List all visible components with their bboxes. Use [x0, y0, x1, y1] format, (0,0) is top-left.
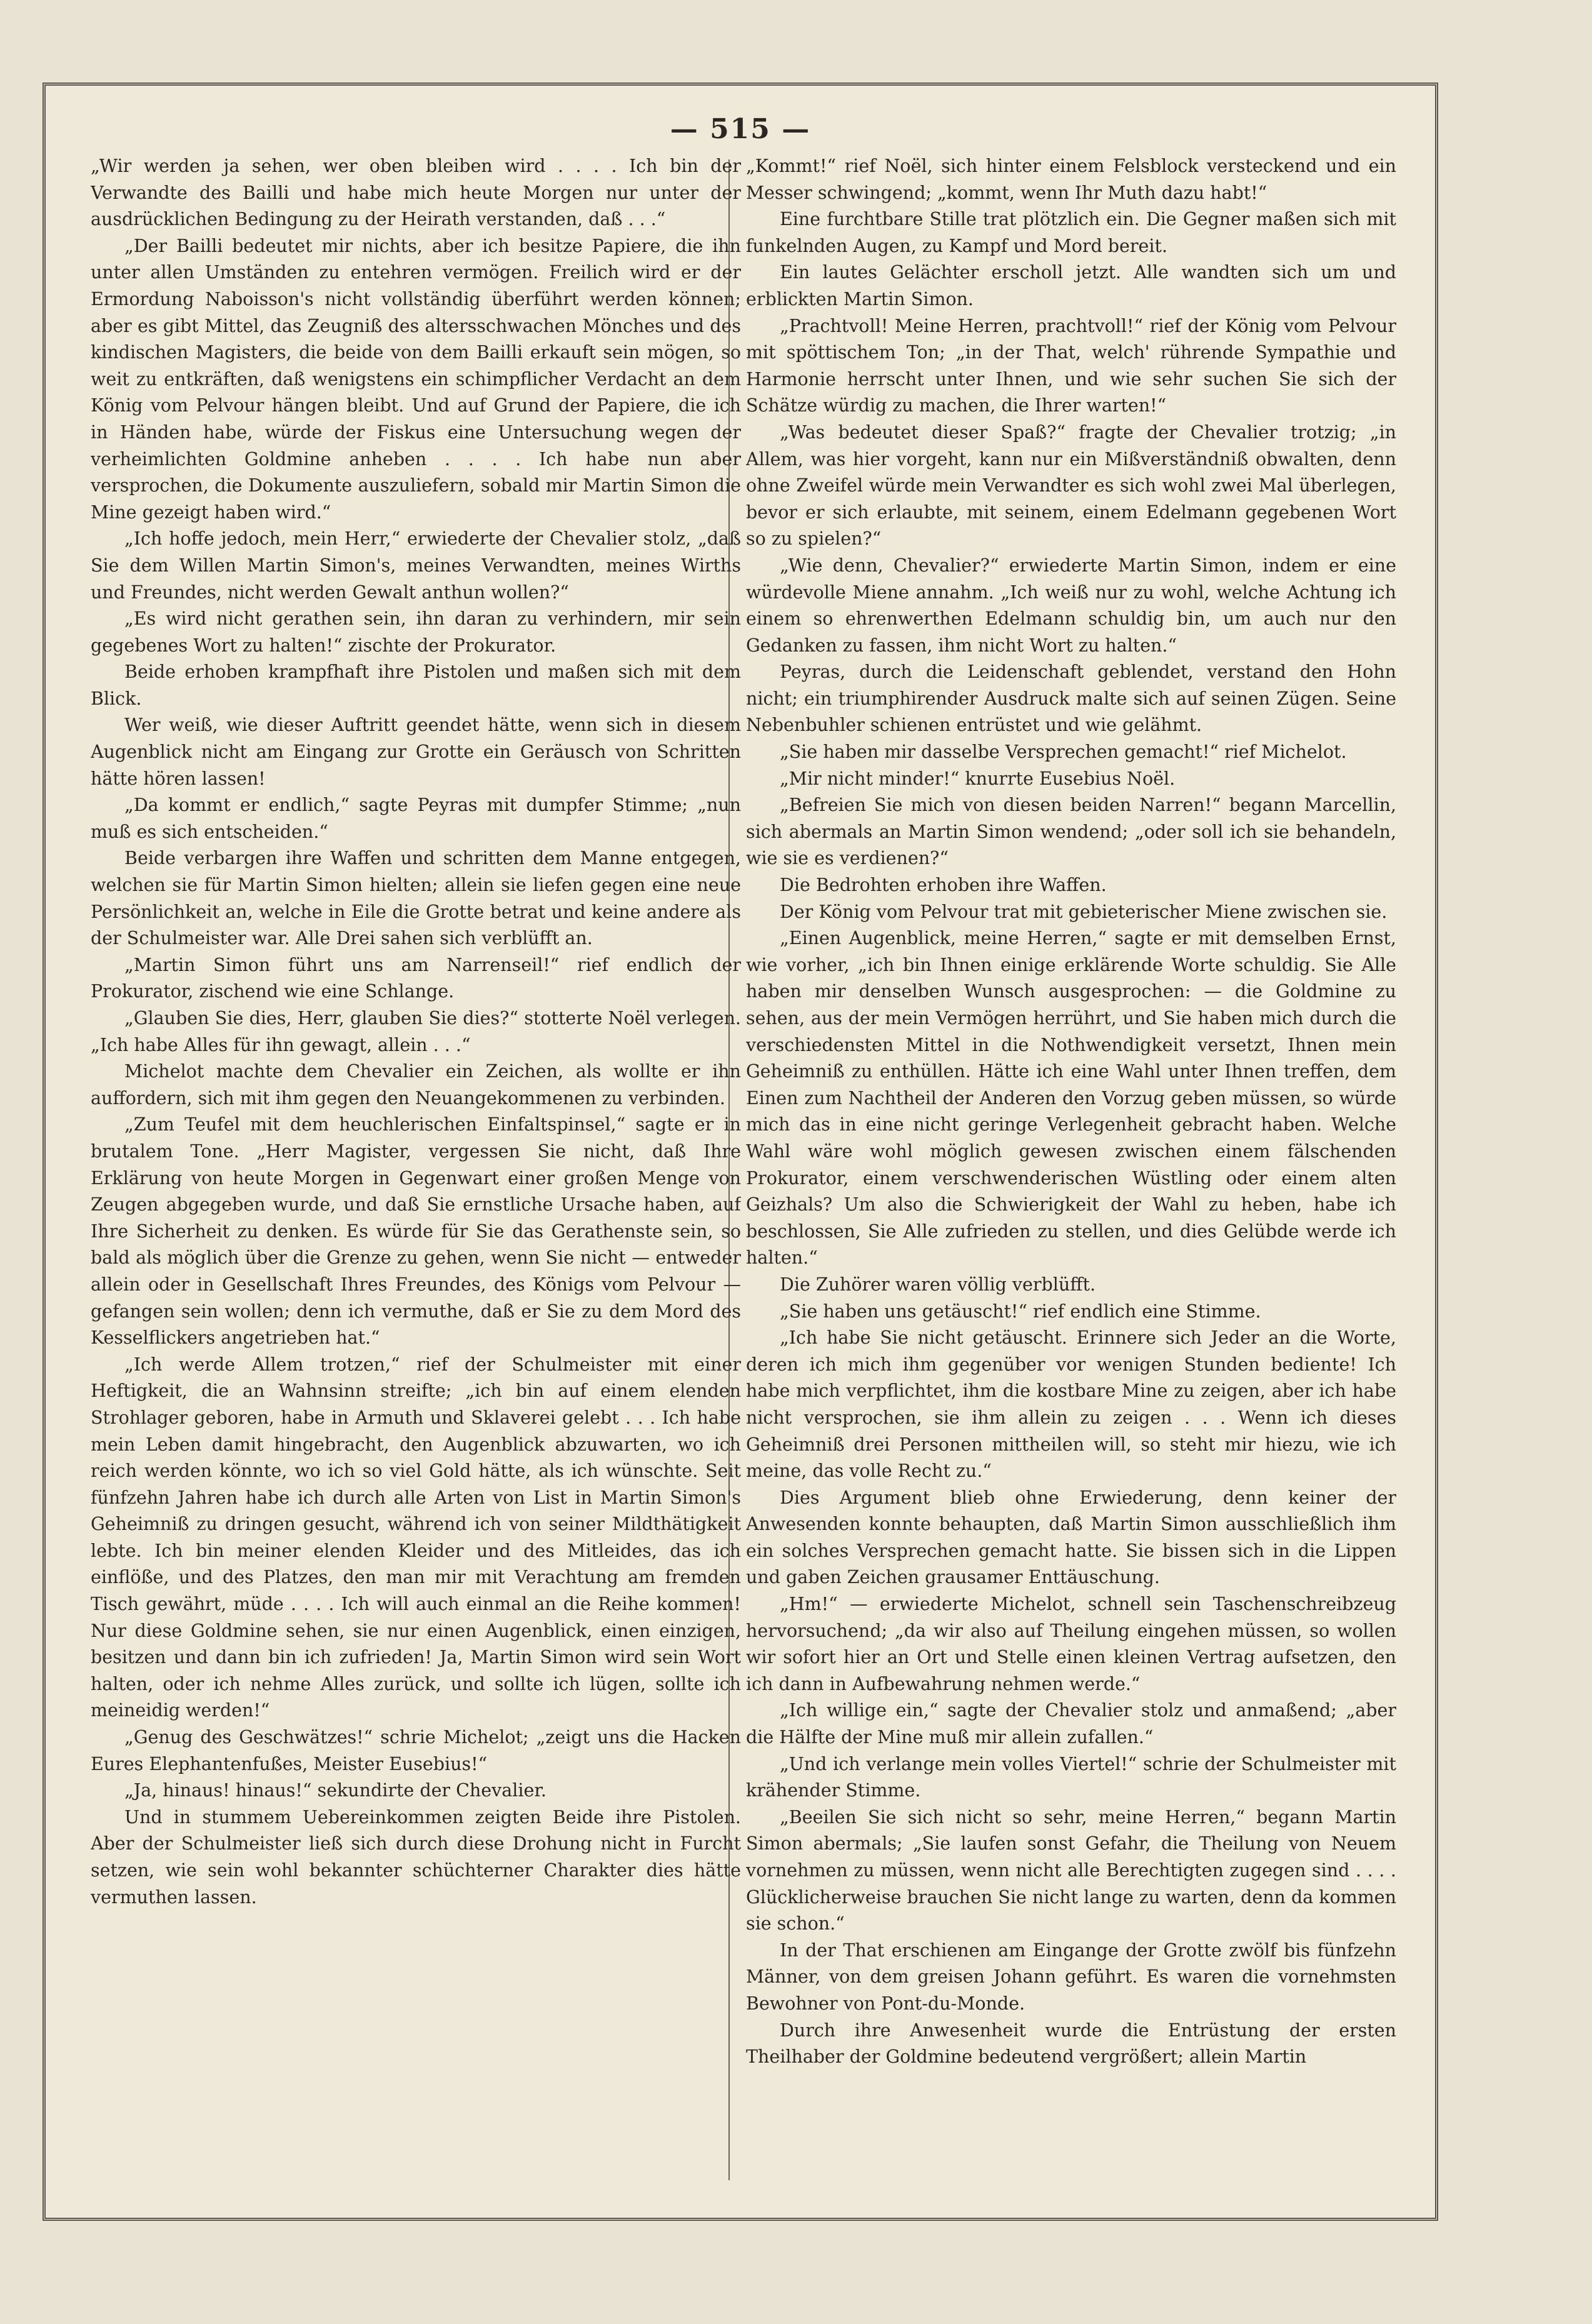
paragraph: „Wie denn, Chevalier?“ erwiederte Martin Simon, indem er eine würdevolle Miene annahm. „Ich weiß nur zu wohl, welche Achtung ich einem so ehrenwerthen Edelmann schuldig bin, um auch nur den Gedanken zu fassen, ihm nicht Wort zu halten.“ — [746, 555, 1396, 656]
paragraph: „Da kommt er endlich,“ sagte Peyras mit dumpfer Stimme; „nun muß es sich entscheiden.“ — [91, 795, 741, 842]
paragraph: „Glauben Sie dies, Herr, glauben Sie dies?“ stotterte Noël verlegen. „Ich habe Alles für ihn gewagt, allein . . .“ — [91, 1008, 741, 1055]
paragraph: „Der Bailli bedeutet mir nichts, aber ich besitze Papiere, die ihn unter allen Umständen zu entehren vermögen. Freilich wird er der Ermordung Naboisson's nicht vollständig überführt werden können; aber es gibt Mittel, das Zeugniß des altersschwachen Mönches und des kindischen Magisters, die beide von dem Bailli erkauft sein mögen, so weit zu entkräften, daß wenigstens ein schimpflicher Verdacht an dem König vom Pelvour hängen bleibt. Und auf Grund der Papiere, die ich in Händen habe, würde der Fiskus eine Untersuchung wegen der verheimlichten Goldmine anheben . . . . Ich habe nun aber versprochen, die Dokumente auszuliefern, sobald mir Martin Simon die Mine gezeigt haben wird.“ — [91, 235, 741, 523]
paragraph: „Einen Augenblick, meine Herren,“ sagte er mit demselben Ernst, wie vorher, „ich bin Ihnen einige erklärende Worte schuldig. Sie Alle haben mir denselben Wunsch ausgesprochen: — die Goldmine zu sehen, aus der mein Vermögen herrührt, und Sie haben mich durch die verschiedensten Mittel in die Nothwendigkeit versetzt, Ihnen mein Geheimniß zu enthüllen. Hätte ich eine Wahl unter Ihnen treffen, dem Einen zum Nachtheil der Anderen den Vorzug geben müssen, so würde mich das in eine nicht geringe Verlegenheit gebracht haben. Welche Wahl wäre wohl möglich gewesen zwischen einem fälschenden Prokurator, einem verschwenderischen Wüstling oder einem alten Geizhals? Um also die Schwierigkeit der Wahl zu heben, habe ich beschlossen, Sie Alle zufrieden zu stellen, und dies Gelübde werde ich halten.“ — [746, 928, 1396, 1269]
paragraph: Die Bedrohten erhoben ihre Waffen. — [780, 875, 1107, 896]
newspaper-page — [43, 83, 1438, 2221]
paragraph: „Es wird nicht gerathen sein, ihn daran zu verhindern, mir sein gegebenes Wort zu halten!“ zischte der Prokurator. — [91, 608, 741, 656]
paragraph: Der König vom Pelvour trat mit gebieterischer Miene zwischen sie. — [780, 901, 1388, 922]
paragraph: Wer weiß, wie dieser Auftritt geendet hätte, wenn sich in diesem Augenblick nicht am Eingang zur Grotte ein Geräusch von Schritten hätte hören lassen! — [91, 715, 741, 789]
paragraph: „Ich willige ein,“ sagte der Chevalier stolz und anmaßend; „aber die Hälfte der Mine muß mir allein zufallen.“ — [746, 1700, 1396, 1748]
right-column — [746, 153, 1396, 2185]
paragraph: „Sie haben mir dasselbe Versprechen gemacht!“ rief Michelot. — [780, 742, 1347, 763]
paragraph: Dies Argument blieb ohne Erwiederung, denn keiner der Anwesenden konnte behaupten, daß Martin Simon ausschließlich ihm ein solches Versprechen gemacht hatte. Sie bissen sich in die Lippen und gaben Zeichen grausamer Enttäuschung. — [746, 1487, 1396, 1588]
paragraph: „Hm!“ — erwiederte Michelot, schnell sein Taschenschreibzeug hervorsuchend; „da wir also auf Theilung eingehen müssen, so wollen wir sofort hier an Ort und Stelle einen kleinen Vertrag aufsetzen, den ich dann in Aufbewahrung nehmen werde.“ — [746, 1594, 1396, 1694]
paragraph: „Genug des Geschwätzes!“ schrie Michelot; „zeigt uns die Hacken Eures Elephantenfußes, Meister Eusebius!“ — [91, 1727, 741, 1774]
paragraph: „Sie haben uns getäuscht!“ rief endlich eine Stimme. — [780, 1300, 1261, 1322]
paragraph: „Prachtvoll! Meine Herren, prachtvoll!“ rief der König vom Pelvour mit spöttischem Ton; „in der That, welch' rührende Sympathie und Harmonie herrscht unter Ihnen, und wie sehr suchen Sie sich der Schätze würdig zu machen, die Ihrer warten!“ — [746, 315, 1396, 416]
page-number: — 515 — — [670, 113, 811, 145]
paragraph: „Was bedeutet dieser Spaß?“ fragte der Chevalier trotzig; „in Allem, was hier vorgeht, kann nur ein Mißverständniß obwalten, denn ohne Zweifel würde mein Verwandter es sich wohl zwei Mal überlegen, bevor er sich erlaubte, mit seinem, einem Edelmann gegebenen Wort so zu spielen?“ — [746, 421, 1396, 550]
paragraph: Michelot machte dem Chevalier ein Zeichen, als wollte er ihn auffordern, sich mit ihm gegen den Neuangekommenen zu verbinden. — [91, 1061, 741, 1109]
paragraph: „Zum Teufel mit dem heuchlerischen Einfaltspinsel,“ sagte er in brutalem Tone. „Herr Magister, vergessen Sie nicht, daß Ihre Erklärung von heute Morgen in Gegenwart einer großen Menge von Zeugen abgegeben wurde, und daß Sie ernstliche Ursache haben, auf Ihre Sicherheit zu denken. Es würde für Sie das Gerathenste sein, so bald als möglich über die Grenze zu gehen, wenn Sie nicht — entweder allein oder in Gesellschaft Ihres Freundes, des Königs vom Pelvour — gefangen sein wollen; denn ich vermuthe, daß er Sie zu dem Mord des Kesselflickers angetrieben hat.“ — [91, 1114, 741, 1349]
paragraph: „Ja, hinaus! hinaus!“ sekundirte der Chevalier. — [124, 1780, 547, 1801]
paragraph: Durch ihre Anwesenheit wurde die Entrüstung der ersten Theilhaber der Goldmine bedeutend vergrößert; allein Martin — [746, 2020, 1396, 2068]
paragraph: „Ich werde Allem trotzen,“ rief der Schulmeister mit einer Heftigkeit, die an Wahnsinn streifte; „ich bin auf einem elenden Strohlager geboren, habe in Armuth und Sklaverei gelebt . . . Ich habe mein Leben damit hingebracht, den Augenblick abzuwarten, wo ich reich werden könnte, wo ich so viel Gold hätte, als ich wünschte. Seit fünfzehn Jahren habe ich durch alle Arten von List in Martin Simon's Geheimniß zu dringen gesucht, während ich von seiner Mildthätigkeit lebte. Ich bin meiner elenden Kleider und des Mitleides, das ich einflöße, und des Platzes, den man mir mit Verachtung am fremden Tisch gewährt, müde . . . . Ich will auch einmal an die Reihe kommen! Nur diese Goldmine sehen, sie nur einen Augenblick, einen einzigen, besitzen und dann bin ich zufrieden! Ja, Martin Simon wird sein Wort halten, oder ich nehme Alles zurück, und sollte ich lügen, sollte ich meineidig werden!“ — [91, 1354, 741, 1721]
paragraph: „Befreien Sie mich von diesen beiden Narren!“ begann Marcellin, sich abermals an Martin Simon wendend; „oder soll ich sie behandeln, wie sie es verdienen?“ — [746, 795, 1396, 869]
paragraph: „Martin Simon führt uns am Narrenseil!“ rief endlich der Prokurator, zischend wie eine Schlange. — [91, 954, 741, 1002]
paragraph: In der That erschienen am Eingange der Grotte zwölf bis fünfzehn Männer, von dem greisen Johann geführt. Es waren die vornehmsten Bewohner von Pont-du-Monde. — [746, 1939, 1396, 2014]
paragraph: Peyras, durch die Leidenschaft geblendet, verstand den Hohn nicht; ein triumphirender Ausdruck malte sich auf seinen Zügen. Seine Nebenbuhler schienen entrüstet und wie gelähmt. — [746, 661, 1396, 736]
paragraph: Ein lautes Gelächter erscholl jetzt. Alle wandten sich um und erblickten Martin Simon. — [746, 262, 1396, 309]
paragraph: „Ich habe Sie nicht getäuscht. Erinnere sich Jeder an die Worte, deren ich mich ihm gegenüber vor wenigen Stunden bediente! Ich habe mich verpflichtet, ihm die kostbare Mine zu zeigen, aber ich habe nicht versprochen, sie ihm allein zu zeigen . . . Wenn ich dieses Geheimniß drei Personen mittheilen will, so steht mir hiezu, wie ich meine, das volle Recht zu.“ — [746, 1327, 1396, 1482]
left-column — [91, 153, 741, 2185]
paragraph: Beide erhoben krampfhaft ihre Pistolen und maßen sich mit dem Blick. — [91, 661, 741, 709]
paragraph: Die Zuhörer waren völlig verblüfft. — [780, 1274, 1096, 1295]
paragraph: Und in stummem Uebereinkommen zeigten Beide ihre Pistolen. Aber der Schulmeister ließ sich durch diese Drohung nicht in Furcht setzen, wie sein wohl bekannter schüchterner Charakter dies hätte vermuthen lassen. — [91, 1806, 741, 1908]
paragraph: Beide verbargen ihre Waffen und schritten dem Manne entgegen, welchen sie für Martin Simon hielten; allein sie liefen gegen eine neue Persönlichkeit an, welche in Eile die Grotte betrat und keine andere als der Schulmeister war. Alle Drei sahen sich verblüfft an. — [91, 848, 741, 949]
paragraph: „Mir nicht minder!“ knurrte Eusebius Noël. — [780, 768, 1176, 789]
paragraph: Eine furchtbare Stille trat plötzlich ein. Die Gegner maßen sich mit funkelnden Augen, zu Kampf und Mord bereit. — [746, 209, 1396, 256]
paragraph: „Kommt!“ rief Noël, sich hinter einem Felsblock versteckend und ein Messer schwingend; „kommt, wenn Ihr Muth dazu habt!“ — [746, 156, 1396, 203]
paragraph: „Ich hoffe jedoch, mein Herr,“ erwiederte der Chevalier stolz, „daß Sie dem Willen Martin Simon's, meines Verwandten, meines Wirths und Freundes, nicht werden Gewalt anthun wollen?“ — [91, 528, 741, 603]
paragraph: „Und ich verlange mein volles Viertel!“ schrie der Schulmeister mit krähender Stimme. — [746, 1753, 1396, 1801]
paragraph: „Beeilen Sie sich nicht so sehr, meine Herren,“ begann Martin Simon abermals; „Sie laufen sonst Gefahr, die Theilung von Neuem vornehmen zu müssen, wenn nicht alle Berechtigten zugegen sind . . . . Glücklicherweise brauchen Sie nicht lange zu warten, denn da kommen sie schon.“ — [746, 1806, 1396, 1934]
paragraph: „Wir werden ja sehen, wer oben bleiben wird . . . . Ich bin der Verwandte des Bailli und habe mich heute Morgen nur unter der ausdrücklichen Bedingung zu der Heirath verstanden, daß . . .“ — [91, 156, 741, 230]
